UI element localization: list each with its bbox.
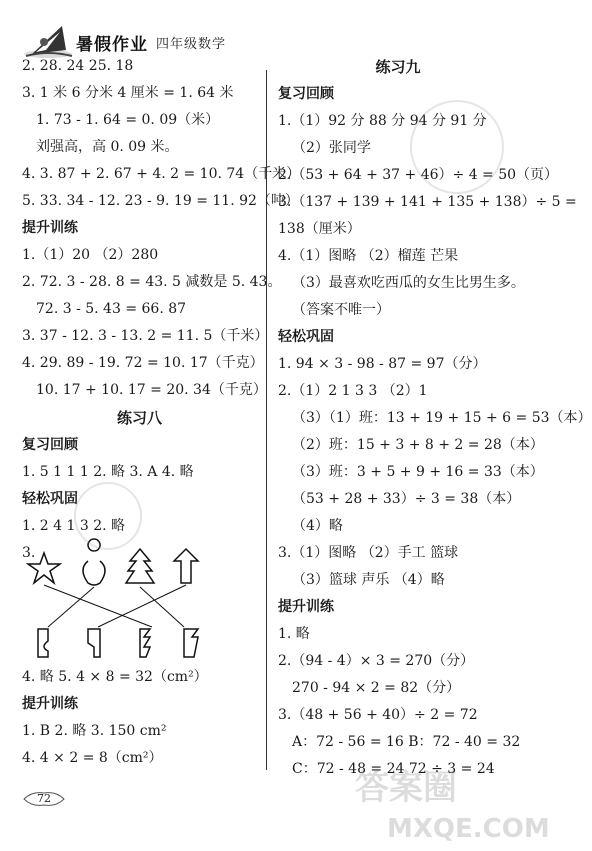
page-number (22, 790, 66, 808)
answer-line: 2.（53 + 64 + 37 + 46）÷ 4 = 50（页） (278, 167, 559, 183)
answer-line: （答案不唯一） (292, 302, 390, 318)
answer-line: 2. 72. 3 - 28. 8 = 43. 5 减数是 5. 43。 (22, 274, 282, 290)
answer-line: 4.（1）图略 （2）榴莲 芒果 (278, 248, 459, 264)
half-shape-2 (88, 629, 100, 657)
answer-line: C：72 - 48 = 24 72 ÷ 3 = 24 (292, 761, 495, 777)
answer-line: 3.（137 + 139 + 141 + 135 + 138）÷ 5 = (278, 194, 577, 210)
answer-line: 270 - 94 × 2 = 82（分） (292, 680, 461, 696)
answer-line: 刘强高，高 0. 09 米。 (36, 139, 179, 155)
answer-line: 3.（48 + 56 + 40）÷ 2 = 72 (278, 707, 478, 723)
half-shape-1 (38, 629, 48, 657)
book-title: 暑假作业 (76, 35, 148, 55)
answer-line: 1. B 2. 略 3. 150 cm² (22, 723, 167, 739)
section-heading: 复习回顾 (278, 86, 334, 102)
answer-line: 1.（1）92 分 88 分 94 分 91 分 (278, 113, 487, 129)
answer-line: （53 + 28 + 33）÷ 3 = 38（本） (292, 491, 521, 507)
page-number-text: 72 (37, 792, 51, 805)
answer-line: 1. 73 - 1. 64 = 0. 09（米） (36, 112, 220, 128)
watermark-stamp-icon (410, 100, 504, 194)
sailboat-logo-icon (22, 20, 82, 60)
answer-line: 1. 5 1 1 1 2. 略 3. A 4. 略 (22, 464, 194, 480)
half-shape-3 (140, 629, 150, 657)
match-line (140, 587, 184, 627)
match-line (48, 587, 94, 627)
answer-line: 1. 2 4 1 3 2. 略 (22, 518, 126, 534)
svg-text:答案圈: 答案圈 (355, 768, 457, 808)
answer-line: （3）篮球 声乐 （4）略 (292, 572, 445, 588)
answer-line: 138（厘米） (278, 221, 361, 237)
half-shape-4 (184, 629, 198, 657)
section-heading: 轻松巩固 (22, 491, 78, 507)
answer-line: 4. 3. 87 + 2. 67 + 4. 2 = 10. 74（千米） (22, 166, 301, 182)
matching-figure (22, 545, 202, 663)
answer-line: （3）最喜欢吃西瓜的女生比男生多。 (292, 275, 525, 291)
watermark-logo (347, 759, 550, 845)
answer-line: （2）班：15 + 3 + 8 + 2 = 28（本） (292, 437, 544, 453)
answer-line: 4. 4 × 2 = 8（cm²） (22, 750, 163, 766)
answer-line: 2.（94 - 4）× 3 = 270（分） (278, 653, 475, 669)
match-line (44, 585, 152, 627)
answer-line: 1. 略 (278, 626, 310, 642)
answer-line: 5. 33. 34 - 12. 23 - 9. 19 = 11. 92（吨） (22, 193, 299, 209)
section-heading: 提升训练 (278, 599, 334, 615)
answer-line: （2）张同学 (292, 140, 371, 156)
arrow-shape (174, 549, 198, 583)
exercise-title: 练习八 (116, 409, 162, 427)
section-heading: 提升训练 (22, 696, 78, 712)
answer-line: 4. 略 5. 4 × 8 = 32（cm²） (22, 669, 208, 685)
answer-line: 2.（1）2 1 3 3 （2）1 (278, 383, 428, 399)
svg-text:MXQE.COM: MXQE.COM (387, 814, 550, 844)
answer-line: （3）（1）班：13 + 19 + 15 + 6 = 53（本） (292, 410, 592, 426)
answer-line: 72. 3 - 5. 43 = 66. 87 (36, 301, 187, 317)
section-heading: 提升训练 (22, 220, 78, 236)
answer-line: （3）班：3 + 5 + 9 + 16 = 33（本） (292, 464, 544, 480)
answer-line: （4）略 (292, 518, 343, 534)
exercise-title: 练习九 (375, 58, 421, 76)
answer-line: 3.（1）图略 （2）手工 篮球 (278, 545, 459, 561)
book-subtitle: 四年级数学 (156, 37, 227, 52)
answer-line: 1.（1）20 （2）280 (22, 247, 159, 263)
figure-question (22, 545, 257, 663)
answer-line: 10. 17 + 10. 17 = 20. 34（千克） (36, 382, 267, 398)
watermark-stamp-icon (74, 482, 142, 550)
answer-line: 1. 94 × 3 - 98 - 87 = 97（分） (278, 356, 487, 372)
answer-line: 4. 29. 89 - 19. 72 = 10. 17（千克） (22, 355, 264, 371)
answer-line: 3. 37 - 12. 3 - 13. 2 = 11. 5（千米） (22, 328, 269, 344)
page-header (22, 20, 442, 58)
section-heading: 复习回顾 (22, 437, 78, 453)
figure-label: 3. (22, 545, 36, 561)
match-line (98, 585, 186, 627)
section-heading: 轻松巩固 (278, 329, 334, 345)
answer-line: 3. 1 米 6 分米 4 厘米 = 1. 64 米 (22, 85, 234, 101)
answer-line: 2. 28. 24 25. 18 (22, 58, 134, 74)
tree-shape (126, 549, 154, 583)
answer-line: A：72 - 56 = 16 B：72 - 40 = 32 (292, 734, 521, 750)
